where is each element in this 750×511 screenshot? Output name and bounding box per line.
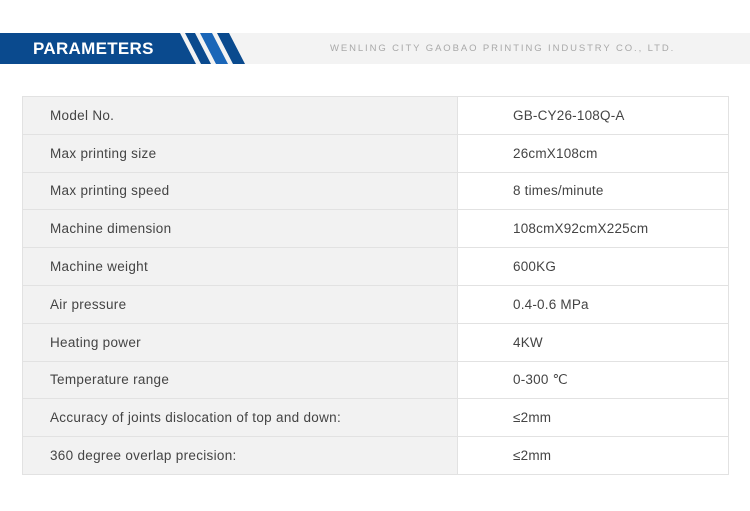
param-label: Machine weight [23, 248, 458, 286]
param-label: Max printing speed [23, 172, 458, 210]
table-row [23, 172, 729, 210]
param-value: GB-CY26-108Q-A [458, 97, 729, 135]
param-label: Temperature range [23, 361, 458, 399]
header-banner [0, 33, 750, 64]
param-label: Machine dimension [23, 210, 458, 248]
table-row [23, 437, 729, 475]
table-row [23, 248, 729, 286]
param-value: ≤2mm [458, 399, 729, 437]
table-row [23, 210, 729, 248]
parameters-table [22, 96, 729, 475]
param-label: Max printing size [23, 134, 458, 172]
page-title: PARAMETERS [33, 39, 154, 58]
title-badge [0, 33, 246, 64]
param-value: ≤2mm [458, 437, 729, 475]
param-label: Model No. [23, 97, 458, 135]
param-value: 0.4-0.6 MPa [458, 285, 729, 323]
table-row [23, 134, 729, 172]
table-row [23, 323, 729, 361]
param-value: 108cmX92cmX225cm [458, 210, 729, 248]
param-value: 8 times/minute [458, 172, 729, 210]
param-label: Air pressure [23, 285, 458, 323]
table-row [23, 97, 729, 135]
company-name: WENLING CITY GAOBAO PRINTING INDUSTRY CO., LTD. [330, 43, 676, 54]
param-value: 4KW [458, 323, 729, 361]
param-value: 26cmX108cm [458, 134, 729, 172]
param-label: 360 degree overlap precision: [23, 437, 458, 475]
param-value: 0-300 ℃ [458, 361, 729, 399]
param-label: Heating power [23, 323, 458, 361]
table-row [23, 399, 729, 437]
table-row [23, 361, 729, 399]
param-label: Accuracy of joints dislocation of top and down: [23, 399, 458, 437]
param-value: 600KG [458, 248, 729, 286]
table-row [23, 285, 729, 323]
